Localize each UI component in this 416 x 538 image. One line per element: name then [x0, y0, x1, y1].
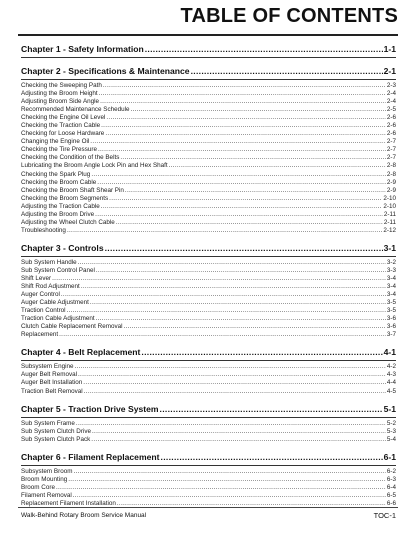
entry-page-number: 5-3 — [386, 427, 396, 435]
chapter-page-number: 5-1 — [383, 403, 396, 414]
entry-title: Sub System Frame — [21, 419, 75, 427]
entry-title: Broom Core — [21, 483, 55, 491]
toc-entry-link[interactable] — [21, 307, 396, 315]
entry-title: Subsystem Broom — [21, 467, 73, 475]
dot-leader — [67, 227, 382, 235]
footer-manual-title: Walk-Behind Rotary Broom Service Manual — [21, 512, 147, 519]
chapter-page-number: 4-1 — [383, 347, 396, 358]
dot-leader — [92, 428, 386, 436]
dot-leader — [68, 476, 386, 484]
chapter-title: Chapter 3 - Controls — [21, 242, 104, 253]
chapter-title: Chapter 1 - Safety Information — [21, 44, 144, 54]
dot-leader — [78, 259, 386, 267]
entry-title: Troubleshooting — [21, 226, 66, 234]
entry-title: Checking the Broom Cable — [21, 178, 97, 186]
dot-leader — [56, 484, 386, 492]
toc-entry-link[interactable] — [21, 283, 396, 291]
chapter-page-number: 1-1 — [383, 44, 396, 54]
entry-page-number: 4-3 — [386, 371, 396, 379]
entry-page-number: 4-4 — [386, 379, 396, 387]
entry-title: Adjusting the Traction Cable — [21, 202, 100, 210]
toc-entry-link[interactable] — [21, 211, 396, 219]
table-of-contents — [21, 43, 396, 515]
entry-page-number: 3-2 — [386, 258, 396, 266]
toc-entry-link[interactable] — [21, 98, 396, 106]
chapter-heading-link[interactable] — [21, 242, 396, 254]
entry-page-number: 2-11 — [383, 210, 396, 218]
dot-leader — [124, 323, 386, 331]
toc-entry-link[interactable] — [21, 492, 396, 500]
toc-entry-link[interactable] — [21, 82, 396, 90]
entry-title: Auger Control — [21, 291, 60, 299]
chapter-title: Chapter 2 - Specifications & Maintenance — [21, 66, 190, 76]
entry-page-number: 3-5 — [386, 307, 396, 315]
chapter-section — [21, 43, 396, 58]
toc-entry-link[interactable] — [21, 291, 396, 299]
chapter-page-number: 3-1 — [383, 242, 396, 253]
dot-leader — [131, 106, 386, 114]
footer-rule — [18, 507, 398, 508]
dot-leader — [105, 130, 386, 138]
entry-page-number: 2-3 — [386, 82, 396, 89]
dot-leader — [160, 403, 383, 415]
dot-leader — [67, 307, 386, 315]
entry-title: Auger Cable Adjustment — [21, 299, 89, 307]
entry-page-number: 2-8 — [386, 162, 396, 170]
toc-entry-link[interactable] — [21, 476, 396, 484]
toc-entry-link[interactable] — [21, 484, 396, 492]
entry-title: Lubricating the Broom Angle Lock Pin and Hex Shaft — [21, 162, 168, 170]
chapter-section — [21, 403, 396, 444]
chapter-divider — [21, 57, 396, 58]
dot-leader — [75, 363, 386, 371]
dot-leader — [90, 299, 386, 307]
entry-page-number: 2-7 — [386, 146, 396, 154]
dot-leader — [95, 211, 383, 219]
entry-title: Sub System Clutch Pack — [21, 435, 91, 443]
entry-title: Checking the Condition of the Belts — [21, 154, 120, 162]
entry-page-number: 5-2 — [386, 419, 396, 427]
dot-leader — [101, 122, 386, 130]
dot-leader — [78, 371, 386, 379]
dot-leader — [96, 315, 386, 323]
toc-entry-link[interactable] — [21, 468, 396, 476]
toc-entry-link[interactable] — [21, 275, 396, 283]
entry-page-number: 3-5 — [386, 299, 396, 307]
chapter-page-number: 6-1 — [383, 451, 396, 462]
toc-entry-link[interactable] — [21, 171, 396, 179]
toc-entry-link[interactable] — [21, 428, 396, 436]
entry-title: Shift Rod Adjustment — [21, 283, 80, 291]
chapter-heading-link[interactable] — [21, 65, 396, 77]
entry-title: Checking the Tire Pressure — [21, 146, 97, 154]
dot-leader — [141, 346, 382, 358]
entry-page-number: 2-11 — [383, 218, 396, 226]
entry-page-number: 4-5 — [386, 387, 396, 395]
entry-title: Traction Cable Adjustment — [21, 315, 95, 323]
dot-leader — [125, 187, 386, 195]
entry-title: Traction Belt Removal — [21, 387, 83, 395]
entry-page-number: 5-4 — [386, 435, 396, 443]
chapter-title: Chapter 5 - Traction Drive System — [21, 403, 159, 414]
entry-title: Adjusting the Broom Drive — [21, 210, 95, 218]
dot-leader — [103, 82, 386, 90]
entry-page-number: 3-6 — [386, 323, 396, 331]
toc-entry-link[interactable] — [21, 219, 396, 227]
toc-entry-link[interactable] — [21, 138, 396, 146]
chapter-section — [21, 346, 396, 395]
entry-page-number: 2-6 — [386, 130, 396, 138]
toc-entry-link[interactable] — [21, 299, 396, 307]
toc-entry-link[interactable] — [21, 267, 396, 275]
entry-page-number: 6-6 — [386, 499, 396, 507]
entry-title: Checking for Loose Hardware — [21, 130, 105, 138]
entry-title: Checking the Traction Cable — [21, 122, 101, 130]
toc-entry-link[interactable] — [21, 203, 396, 211]
entry-title: Traction Control — [21, 307, 66, 315]
toc-entry-link[interactable] — [21, 363, 396, 371]
page-title: TABLE OF CONTENTS — [180, 5, 398, 27]
toc-entry-link[interactable] — [21, 122, 396, 130]
entry-page-number: 2-6 — [386, 114, 396, 122]
toc-entry-link[interactable] — [21, 187, 396, 195]
chapter-heading-link[interactable] — [21, 346, 396, 358]
dot-leader — [84, 388, 386, 396]
entry-title: Changing the Engine Oil — [21, 138, 90, 146]
toc-entry-link[interactable] — [21, 90, 396, 98]
entry-title: Broom Mounting — [21, 475, 68, 483]
entry-title: Shift Lever — [21, 274, 52, 282]
entry-title: Replacement — [21, 331, 59, 339]
toc-entry-link[interactable] — [21, 195, 396, 203]
dot-leader — [161, 451, 383, 463]
entry-page-number: 2-7 — [386, 154, 396, 162]
entry-page-number: 2-12 — [383, 226, 396, 234]
entry-title: Filament Removal — [21, 491, 72, 499]
toc-entry-link[interactable] — [21, 154, 396, 162]
chapter-heading-link[interactable] — [21, 43, 396, 55]
entry-title: Adjusting Broom Side Angle — [21, 98, 100, 106]
dot-leader — [73, 468, 385, 476]
toc-entry-link[interactable] — [21, 130, 396, 138]
entry-page-number: 3-4 — [386, 283, 396, 291]
toc-entry-link[interactable] — [21, 388, 396, 396]
chapter-section — [21, 451, 396, 508]
chapter-divider — [21, 417, 396, 418]
chapter-divider — [21, 256, 396, 257]
chapter-title: Chapter 4 - Belt Replacement — [21, 347, 141, 358]
entry-page-number: 2-5 — [386, 106, 396, 114]
chapter-heading-link[interactable] — [21, 451, 396, 463]
entry-page-number: 2-6 — [386, 122, 396, 130]
entry-title: Replacement Filament Installation — [21, 499, 116, 507]
dot-leader — [73, 492, 386, 500]
dot-leader — [91, 436, 386, 444]
entry-title: Checking the Engine Oil Level — [21, 114, 106, 122]
dot-leader — [91, 171, 386, 179]
entry-page-number: 2-9 — [386, 178, 396, 186]
entry-title: Sub System Clutch Drive — [21, 427, 91, 435]
toc-entry-link[interactable] — [21, 379, 396, 387]
dot-leader — [106, 114, 386, 122]
entry-page-number: 3-4 — [386, 291, 396, 299]
footer-page-number: TOC-1 — [373, 511, 396, 520]
entry-page-number: 2-4 — [386, 90, 396, 98]
dot-leader — [96, 267, 386, 275]
entry-title: Adjusting the Wheel Clutch Cable — [21, 218, 115, 226]
entry-title: Sub System Handle — [21, 258, 77, 266]
entry-title: Checking the Broom Shaft Shear Pin — [21, 186, 124, 194]
dot-leader — [97, 179, 386, 187]
entry-title: Auger Belt Removal — [21, 371, 77, 379]
entry-page-number: 6-2 — [386, 467, 396, 475]
toc-entry-link[interactable] — [21, 146, 396, 154]
entry-title: Subsystem Engine — [21, 363, 74, 371]
chapter-section — [21, 242, 396, 339]
entry-page-number: 6-5 — [386, 491, 396, 499]
entry-title: Auger Belt Installation — [21, 379, 83, 387]
entry-page-number: 2-4 — [386, 98, 396, 106]
entry-title: Sub System Control Panel — [21, 266, 95, 274]
dot-leader — [59, 331, 386, 339]
dot-leader — [191, 65, 383, 77]
toc-entry-link[interactable] — [21, 371, 396, 379]
entry-page-number: 6-3 — [386, 475, 396, 483]
entry-title: Recommended Maintenance Schedule — [21, 106, 130, 114]
dot-leader — [83, 379, 386, 387]
toc-entry-link[interactable] — [21, 162, 396, 170]
dot-leader — [99, 90, 386, 98]
entry-page-number: 3-4 — [386, 274, 396, 282]
entry-page-number: 3-6 — [386, 315, 396, 323]
entry-title: Checking the Spark Plug — [21, 170, 91, 178]
toc-entry-link[interactable] — [21, 315, 396, 323]
entry-page-number: 3-7 — [386, 331, 396, 339]
entry-page-number: 4-2 — [386, 363, 396, 371]
dot-leader — [76, 420, 386, 428]
entry-page-number: 2-10 — [383, 202, 396, 210]
toc-entry-link[interactable] — [21, 323, 396, 331]
entry-page-number: 2-9 — [386, 186, 396, 194]
dot-leader — [52, 275, 386, 283]
dot-leader — [81, 283, 386, 291]
toc-entry-link[interactable] — [21, 259, 396, 267]
dot-leader — [100, 98, 386, 106]
chapter-heading-link[interactable] — [21, 403, 396, 415]
entry-title: Adjusting the Broom Height — [21, 90, 98, 98]
chapter-title: Chapter 6 - Filament Replacement — [21, 451, 160, 462]
chapter-page-number: 2-1 — [383, 66, 396, 76]
dot-leader — [145, 43, 383, 55]
dot-leader — [61, 291, 386, 299]
dot-leader — [90, 138, 386, 146]
toc-entry-link[interactable] — [21, 106, 396, 114]
entry-page-number: 6-4 — [386, 483, 396, 491]
toc-entry-link[interactable] — [21, 420, 396, 428]
entry-title: Checking the Sweeping Path — [21, 82, 102, 89]
chapter-divider — [21, 465, 396, 466]
entry-title: Checking the Broom Segments — [21, 194, 109, 202]
entry-page-number: 3-3 — [386, 266, 396, 274]
dot-leader — [98, 146, 386, 154]
toc-entry-link[interactable] — [21, 436, 396, 444]
dot-leader — [116, 219, 383, 227]
entry-page-number: 2-8 — [386, 170, 396, 178]
chapter-divider — [21, 79, 396, 80]
dot-leader — [120, 154, 386, 162]
dot-leader — [101, 203, 383, 211]
toc-entry-link[interactable] — [21, 227, 396, 235]
entry-page-number: 2-10 — [383, 194, 396, 202]
entry-title: Clutch Cable Replacement Removal — [21, 323, 123, 331]
dot-leader — [109, 195, 382, 203]
dot-leader — [169, 162, 386, 170]
toc-entry-link[interactable] — [21, 114, 396, 122]
toc-entry-link[interactable] — [21, 331, 396, 339]
chapter-section — [21, 65, 396, 235]
chapter-divider — [21, 360, 396, 361]
dot-leader — [105, 242, 383, 254]
entry-page-number: 2-7 — [386, 138, 396, 146]
toc-entry-link[interactable] — [21, 179, 396, 187]
title-rule — [18, 34, 398, 36]
